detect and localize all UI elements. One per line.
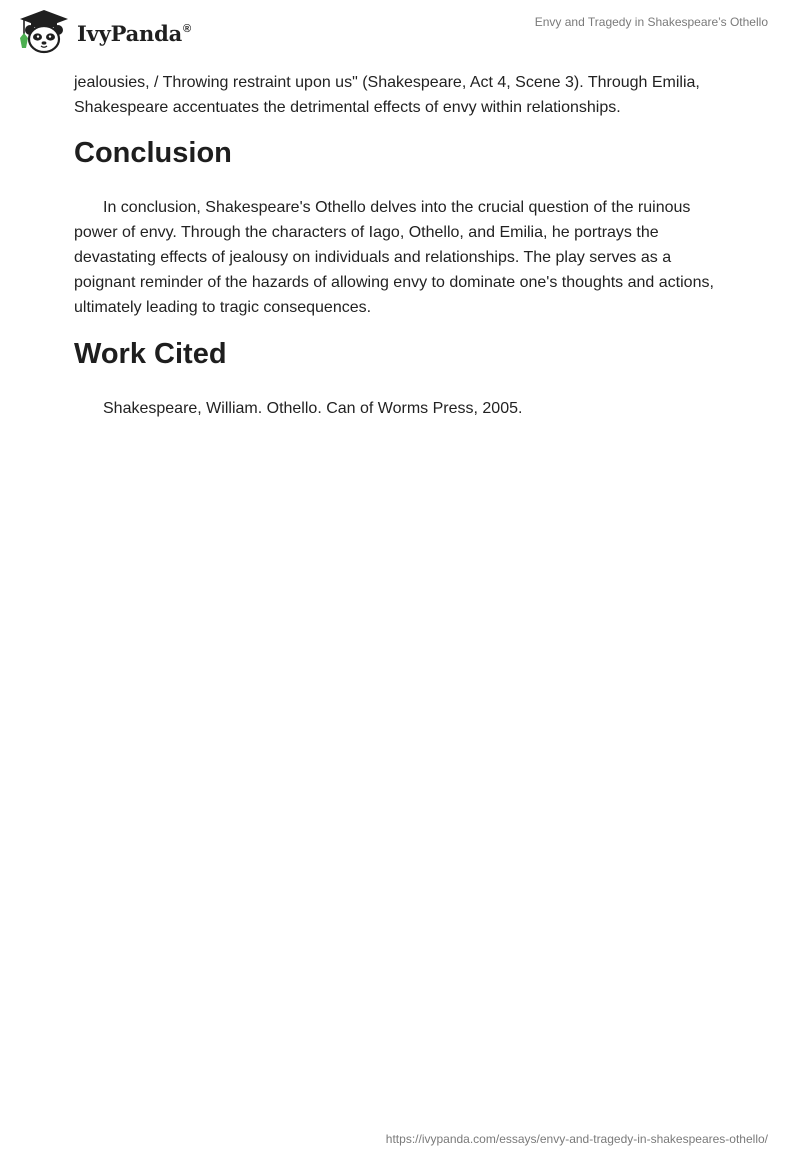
- essay-content: [74, 70, 724, 421]
- panda-graduate-icon: [15, 8, 73, 54]
- conclusion-paragraph: In conclusion, Shakespeare's Othello delves into the crucial question of the ruinous power of envy. Through the characters of Iago, Othello, and Emilia, he portrays the devastating effects of jealousy on individuals and relationships. The play serves as a poignant reminder of the hazards of allowing envy to dominate one's thoughts and actions, ultimately leading to tragic consequences.: [74, 199, 714, 316]
- brand-name: IvyPanda®: [77, 20, 191, 46]
- intro-paragraph: jealousies, / Throwing restraint upon us" (Shakespeare, Act 4, Scene 3). Through Emilia, Shakespeare accentuates the detrimental effects of envy within relationships.: [74, 74, 700, 116]
- ivypanda-logo[interactable]: [15, 8, 191, 54]
- registered-mark: ®: [183, 22, 191, 35]
- footer-url-link[interactable]: https://ivypanda.com/essays/envy-and-tragedy-in-shakespeares-othello/: [385, 1132, 768, 1146]
- document-title: Envy and Tragedy in Shakespeare’s Othello: [534, 15, 768, 29]
- work-cited-heading: Work Cited: [74, 338, 227, 370]
- page-header: [0, 0, 800, 62]
- citation-entry: Shakespeare, William. Othello. Can of Worms Press, 2005.: [103, 400, 523, 417]
- conclusion-heading: Conclusion: [74, 137, 232, 169]
